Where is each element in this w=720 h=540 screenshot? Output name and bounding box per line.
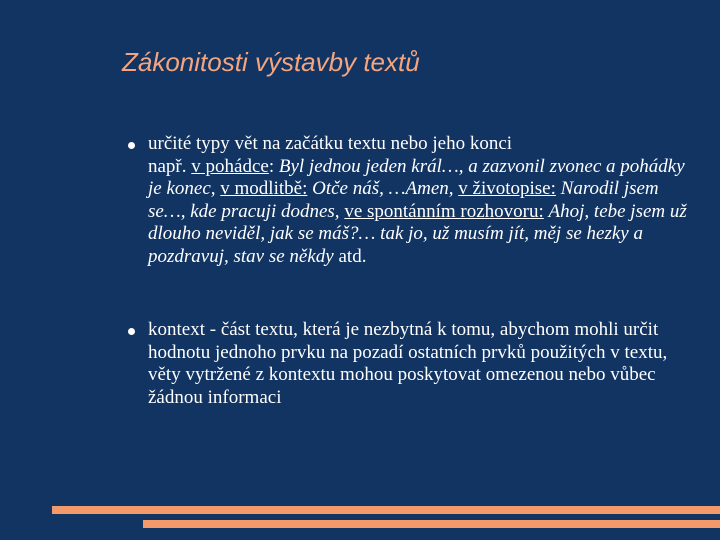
fairy-tale-label: v pohádce — [191, 155, 269, 177]
bullet-tail: atd. — [338, 245, 367, 267]
biography-example: Narodil jsem se…, kde pracuji dodnes, — [148, 178, 659, 222]
bullet-dot-icon — [128, 142, 135, 149]
prayer-label: v modlitbě: — [220, 178, 308, 199]
example-prefix: např. — [148, 155, 187, 177]
bullet-item-context — [148, 319, 698, 409]
conversation-example: Ahoj, tebe jsem už dlouho neviděl, jak se máš?… tak jo, už musím jít, měj se hezky a pozdravuj, stav se někdy — [148, 200, 687, 267]
bullet-dot-icon — [128, 328, 135, 335]
conversation-label: ve spontánním rozhovoru: — [344, 200, 544, 222]
fairy-tale-example: Byl jednou jeden král…, a zazvonil zvonec a pohádky je konec, — [148, 155, 685, 199]
fairy-tale-colon: : — [268, 155, 279, 177]
prayer-example: Otče náš, …Amen, — [312, 178, 454, 199]
bullet-item-text-boundaries — [148, 133, 698, 268]
accent-bar-bottom — [143, 520, 720, 528]
biography-label: v životopise: — [458, 178, 556, 199]
accent-bar-top — [52, 506, 720, 514]
context-definition: kontext - část textu, která je nezbytná k tomu, abychom mohli určit hodnotu jednoho prvku na pozadí ostatních prvků použitých v textu, věty vytržené z kontextu mohou poskytovat omezenou nebo vůbec žádnou informaci — [148, 319, 668, 408]
bullet-intro: určité typy vět na začátku textu nebo jeho konci — [148, 133, 513, 154]
slide-title: Zákonitosti výstavby textů — [122, 47, 420, 77]
